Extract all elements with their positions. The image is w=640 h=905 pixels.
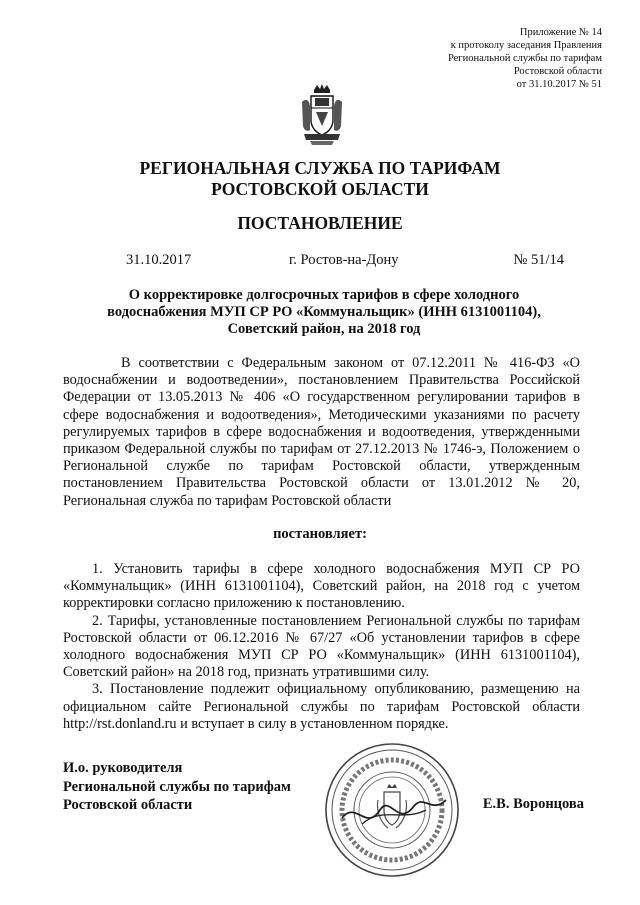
subject-line: водоснабжения МУП СР РО «Коммунальщик» (ИНН 6131001104), [107, 304, 541, 320]
resolution-item: 2. Тарифы, установленные постановлением Региональной службы по тарифам Ростовской области от 06.12.2016 № 67/27 «Об установлении тарифов в сфере холодного водоснабжения МУП СР РО «Коммунальщик» (ИНН 6131001104), Советский район» на 2018 год, признать утратившими силу. [63, 612, 580, 681]
signer-title [63, 759, 291, 815]
document-date: 31.10.2017 [126, 252, 192, 268]
appendix-line: Ростовской области [513, 66, 602, 77]
resolves-heading: постановляет: [273, 526, 367, 542]
appendix-line: Приложение № 14 [519, 27, 602, 38]
document-number: № 51/14 [513, 252, 564, 268]
preamble [63, 355, 580, 510]
signer-title-line: И.о. руководителя [63, 760, 183, 776]
document-subject [84, 287, 564, 338]
preamble-text: В соответствии с Федеральным законом от 07.12.2011 № 416-ФЗ «О водоснабжении и водоотведении», постановлением Правительства Российской Федерации от 13.05.2013 № 406 «О государственном регулировании тарифов в сфере водоснабжения и водоотведения», Методическими указаниями по расчету регулируемых тарифов в сфере водоснабжения и водоотведения, утвержденными приказом Федеральной службы по тарифам от 27.12.2013 № 1746-э, Положением о Региональной службе по тарифам Ростовской области, утвержденным постановлением Правительства Ростовской области от 13.01.2012 № 20, Региональная служба по тарифам Ростовской области [63, 355, 580, 509]
org-line: РОСТОВСКОЙ ОБЛАСТИ [211, 179, 429, 199]
resolution-item: 1. Установить тарифы в сфере холодного водоснабжения МУП СР РО «Коммунальщик» (ИНН 6131001104), Советский район, на 2018 год с учетом корректировки согласно приложению к постановлению. [63, 561, 580, 612]
document-type: ПОСТАНОВЛЕНИЕ [237, 213, 403, 233]
appendix-line: от 31.10.2017 № 51 [516, 79, 602, 90]
resolution-items [63, 561, 580, 733]
subject-line: О корректировке долгосрочных тарифов в сфере холодного [128, 287, 520, 303]
official-seal-stamp [322, 740, 462, 880]
document-city: г. Ростов-на-Дону [289, 252, 399, 268]
appendix-line: к протоколу заседания Правления [450, 40, 602, 51]
resolution-item: 3. Постановление подлежит официальному опубликованию, размещению на официальном сайте Региональной службы по тарифам Ростовской области http://rst.donland.ru и вступает в силу в установленном порядке. [63, 681, 580, 732]
signer-name: Е.В. Воронцова [482, 796, 584, 812]
coat-of-arms-icon [300, 84, 344, 146]
subject-line: Советский район, на 2018 год [227, 321, 421, 337]
signer-title-line: Ростовской области [63, 797, 193, 813]
appendix-line: Региональной службы по тарифам [447, 53, 602, 64]
appendix-note [342, 26, 602, 91]
signer-title-line: Региональной службы по тарифам [63, 778, 291, 795]
organization-name [0, 158, 640, 200]
org-line: РЕГИОНАЛЬНАЯ СЛУЖБА ПО ТАРИФАМ [139, 158, 501, 178]
